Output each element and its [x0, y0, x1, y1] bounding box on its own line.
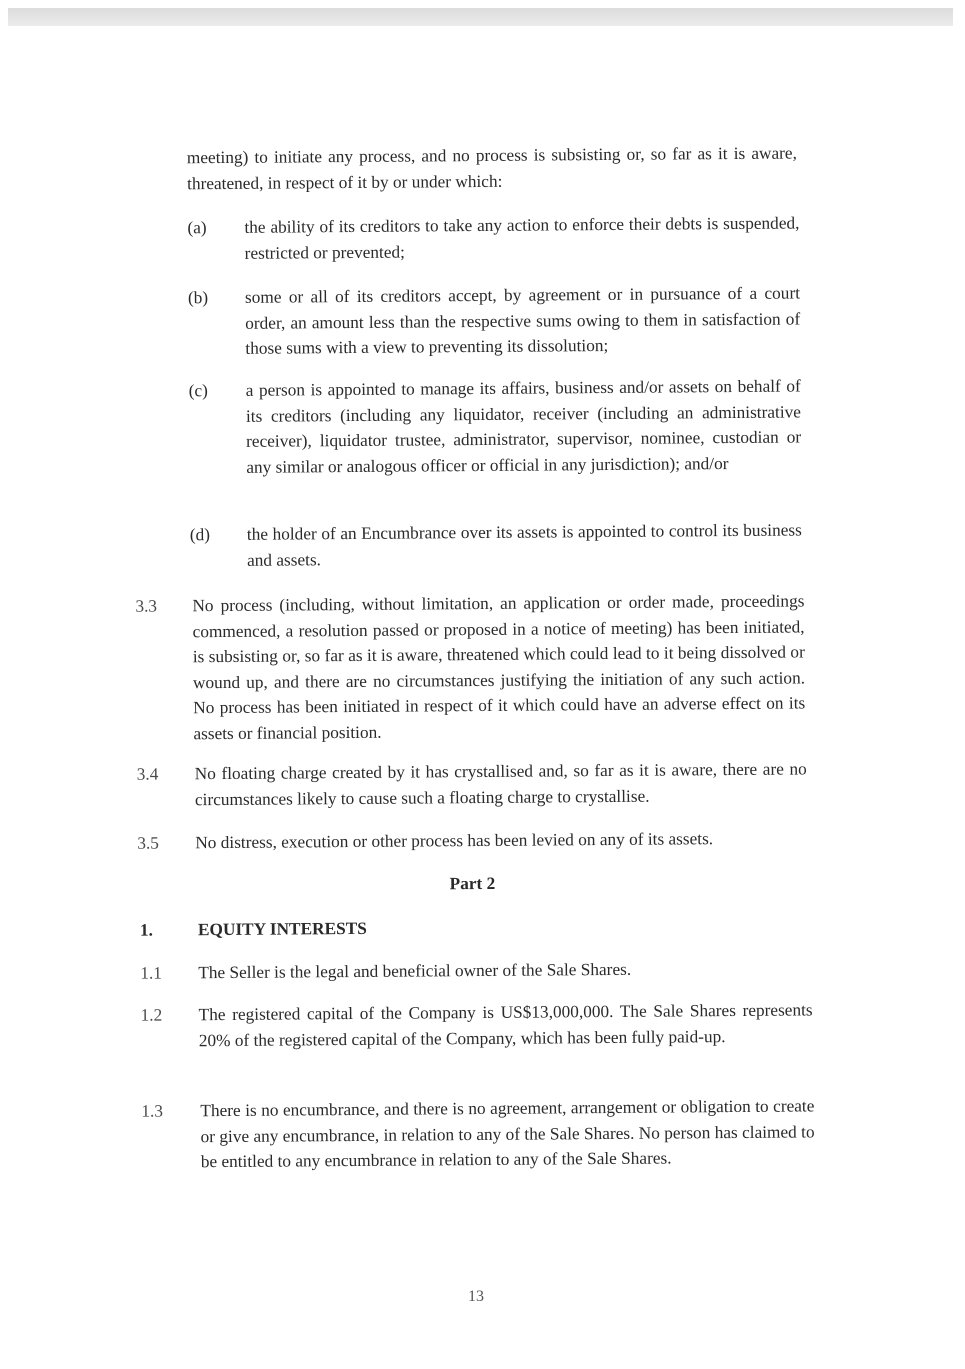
list-item-d: the holder of an Encumbrance over its assets is appointed to control its business and assets. — [246, 520, 802, 570]
clause-number-3-4: 3.4 — [136, 764, 159, 784]
clause-3-5-text: No distress, execution or other process has been levied on any of its assets. — [195, 829, 714, 853]
list-marker-c: (c) — [188, 381, 208, 401]
list-marker-b: (b) — [187, 288, 209, 308]
intro-paragraph: meeting) to initiate any process, and no process is subsisting or, so far as it is aware, threatened, in respect of it by or under which: — [186, 143, 797, 193]
clause-3-3-text: No process (including, without limitation, an application or order made, proceedings commenced, a resolution passed or proposed in a notice of meeting) has been initiated, is subsisting or, so far as it is aware, threatened which could lead to it being dissolved or wound up, and there are no circumstances justifying the initiation of any such action. No process has been initiated in respect of it which could have an adverse effect on its assets or financial position. — [192, 591, 806, 744]
list-marker-d: (d) — [189, 525, 211, 545]
page-number: 13 — [468, 1288, 484, 1305]
list-item-a: the ability of its creditors to take any action to enforce their debts is suspended, restricted or prevented; — [244, 213, 800, 263]
clause-number-3-3: 3.3 — [135, 596, 158, 616]
clause-number-1-3: 1.3 — [141, 1101, 164, 1121]
clause-number-1-2: 1.2 — [140, 1005, 163, 1025]
list-marker-a: (a) — [187, 218, 207, 238]
section-number: 1. — [139, 920, 153, 940]
list-item-b: some or all of its creditors accept, by agreement or in pursuance of a court order, an amount less than the respective sums owing to them in satisfaction of those sums with a view to preventing its dissolution; — [244, 283, 801, 359]
clause-number-1-1: 1.1 — [140, 963, 162, 983]
clause-1-2-text: The registered capital of the Company is US$13,000,000. The Sale Shares represents 20% of the registered capital of the Company, which has been fully paid-up. — [198, 1000, 813, 1050]
clause-1-1-text: The Seller is the legal and beneficial owner of the Sale Shares. — [198, 959, 632, 983]
clause-1-3-text: There is no encumbrance, and there is no agreement, arrangement or obligation to create or give any encumbrance, in relation to any of the Sale Shares. No person has claimed to be entitled to any encumbrance in relation to any of the Sale Shares. — [200, 1096, 815, 1172]
list-item-c: a person is appointed to manage its affairs, business and/or assets on behalf of its creditors (including any liquidator, receiver (including an administrative receiver), liquidator trustee, administrator, supervisor, nominee, custodian or any similar or analogous officer or official in any jurisdiction); and/or — [245, 376, 802, 477]
part-heading: Part 2 — [449, 873, 496, 894]
clause-3-4-text: No floating charge created by it has crystallised and, so far as it is aware, there are no circumstances likely to cause such a floating charge to crystallise. — [194, 759, 807, 809]
clause-number-3-5: 3.5 — [137, 833, 159, 853]
section-title: EQUITY INTERESTS — [197, 918, 367, 940]
